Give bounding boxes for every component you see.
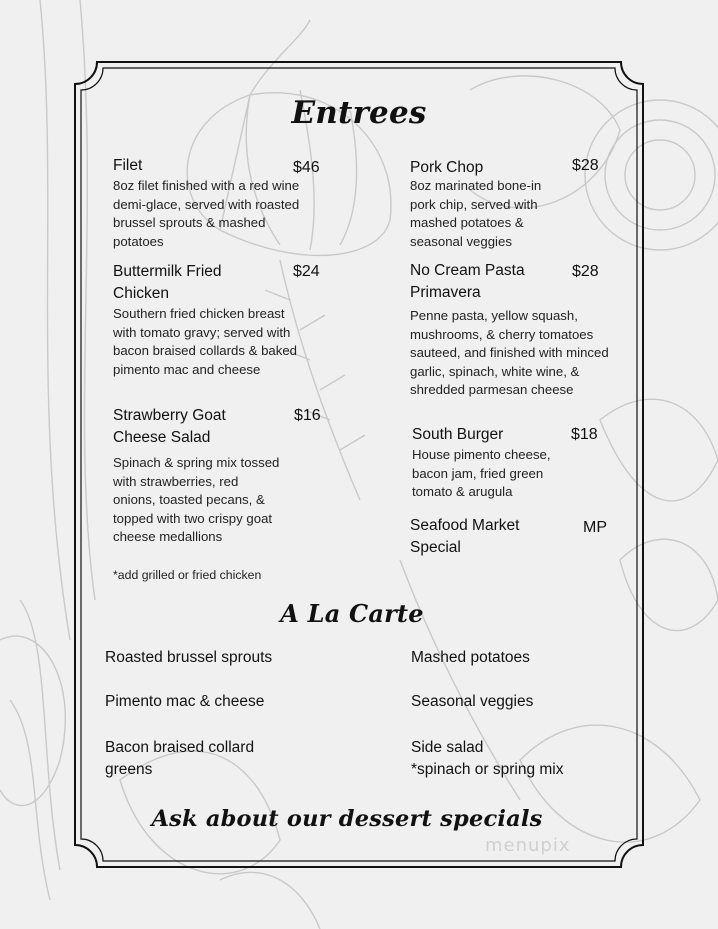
side-item: Roasted brussel sprouts (105, 649, 273, 666)
entree-price-pork-chop: $28 (572, 157, 599, 174)
entree-description-south-burger: House pimento cheese, bacon jam, fried green tomato & arugula (412, 447, 551, 499)
entree-name-pasta-primavera: No Cream Pasta Primavera (410, 262, 525, 301)
entree-description-goat-cheese-salad: Spinach & spring mix tossed with strawberries, red onions, toasted pecans, & topped with two crispy goat cheese medallions (113, 455, 280, 544)
watermark-text: menupix (485, 835, 571, 856)
entree-price-seafood-special: MP (583, 519, 607, 536)
entree-name-goat-cheese-salad: Strawberry Goat Cheese Salad (113, 407, 226, 446)
entree-price-south-burger: $18 (571, 426, 598, 443)
entree-name-seafood-special: Seafood Market Special (410, 517, 520, 556)
side-item: Side salad (411, 739, 484, 756)
entree-price-filet: $46 (293, 159, 320, 176)
entree-description-fried-chicken: Southern fried chicken breast with tomato gravy; served with bacon braised collards & baked pimento mac and cheese (113, 306, 298, 377)
side-item-note: *spinach or spring mix (411, 761, 564, 778)
entree-price-goat-cheese-salad: $16 (294, 407, 321, 424)
dessert-specials-footer: Ask about our dessert specials (151, 806, 543, 832)
a-la-carte-heading: A La Carte (280, 599, 424, 628)
side-item: Bacon braised collard greens (105, 739, 255, 778)
entree-name-fried-chicken: Buttermilk Fried Chicken (113, 263, 222, 302)
entree-name-pork-chop: Pork Chop (410, 159, 484, 176)
entree-note-goat-cheese-salad: *add grilled or fried chicken (113, 568, 262, 582)
entree-price-fried-chicken: $24 (293, 263, 320, 280)
side-item: Seasonal veggies (411, 693, 534, 710)
entree-description-filet: 8oz filet finished with a red wine demi-glace, served with roasted brussel sprouts & mashed potatoes (113, 178, 300, 249)
entree-name-filet: Filet (113, 157, 143, 174)
entree-name-south-burger: South Burger (412, 426, 504, 443)
entrees-heading: Entrees (291, 95, 427, 131)
entree-description-pork-chop: 8oz marinated bone-in pork chip, served with mashed potatoes & seasonal veggies (410, 178, 542, 249)
side-item: Mashed potatoes (411, 649, 530, 666)
entree-description-pasta-primavera: Penne pasta, yellow squash, mushrooms, & cherry tomatoes sauteed, and finished with minced garlic, spinach, white wine, & shredded parmesan cheese (410, 308, 609, 397)
side-item: Pimento mac & cheese (105, 693, 265, 710)
entree-price-pasta-primavera: $28 (572, 263, 599, 280)
